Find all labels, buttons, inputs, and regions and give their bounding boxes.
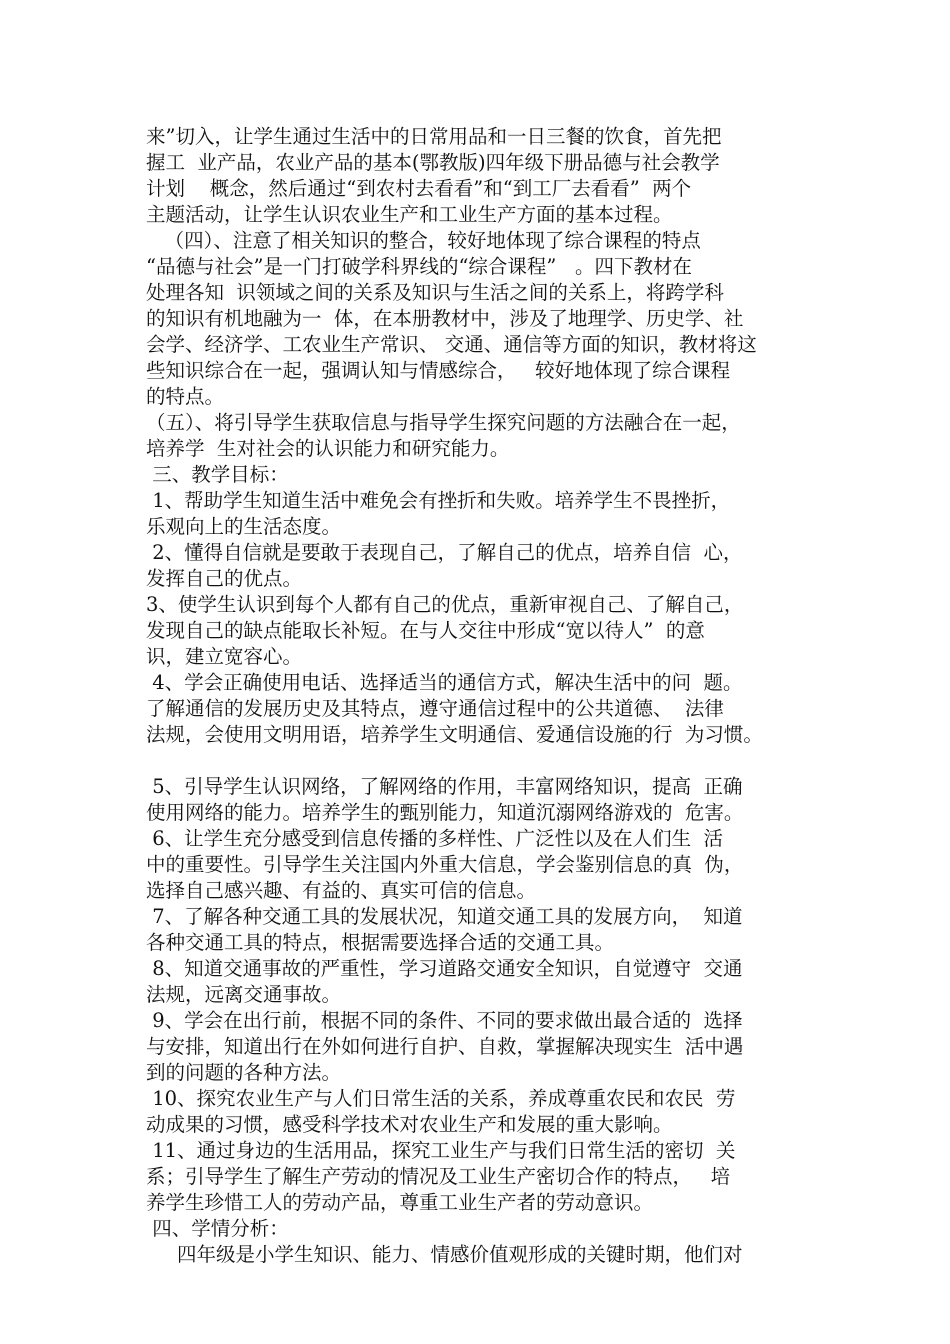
text-line: 与安排，知道出行在外如何进行自护、自救，掌握解决现实生 活中遇	[146, 1035, 744, 1058]
text-line: （四）、注意了相关知识的整合，较好地体现了综合课程的特点	[146, 229, 701, 252]
text-line: 到的问题的各种方法。	[146, 1061, 342, 1084]
blank-line	[146, 748, 826, 774]
text-line: 三、教学目标：	[146, 463, 289, 486]
text-line: 乐观向上的生活态度。	[146, 515, 342, 538]
text-line: 7、了解各种交通工具的发展状况，知道交通工具的发展方向， 知道	[146, 905, 743, 928]
text-line: 9、学会在出行前，根据不同的条件、不同的要求做出最合适的 选择	[146, 1009, 743, 1032]
text-line: 中的重要性。引导学生关注国内外重大信息，学会鉴别信息的真 伪，	[146, 853, 744, 876]
text-line: 10、探究农业生产与人们日常生活的关系，养成尊重农民和农民 劳	[146, 1087, 736, 1110]
text-line: 5、引导学生认识网络，了解网络的作用，丰富网络知识，提高 正确	[146, 775, 743, 798]
text-line: 选择自己感兴趣、有益的、真实可信的信息。	[146, 879, 537, 902]
text-line: 会学、经济学、工农业生产常识、 交通、通信等方面的知识，教材将这	[146, 333, 757, 356]
text-line: 的特点。	[146, 385, 225, 408]
text-line: 发挥自己的优点。	[146, 567, 303, 590]
text-line: 四、学情分析：	[146, 1217, 289, 1240]
text-line: 握工 业产品，农业产品的基本(鄂教版)四年级下册品德与社会教学	[146, 151, 720, 174]
text-line: 发现自己的缺点能取长补短。在与人交往中形成“宽以待人” 的意	[146, 619, 705, 642]
text-line: 了解通信的发展历史及其特点，遵守通信过程中的公共道德、 法律	[146, 697, 724, 720]
text-line: 的知识有机地融为一 体，在本册教材中，涉及了地理学、历史学、社	[146, 307, 744, 330]
text-line: 系；引导学生了解生产劳动的情况及工业生产密切合作的特点， 培	[146, 1165, 731, 1188]
text-line: “品德与社会”是一门打破学科界线的“综合课程” 。四下教材在	[146, 255, 692, 278]
text-line: 1、帮助学生知道生活中难免会有挫折和失败。培养学生不畏挫折，	[146, 489, 731, 512]
text-line: 使用网络的能力。培养学生的甄别能力，知道沉溺网络游戏的 危害。	[146, 801, 744, 824]
text-line: 动成果的习惯，感受科学技术对农业生产和发展的重大影响。	[146, 1113, 673, 1136]
text-line: 来”切入，让学生通过生活中的日常用品和一日三餐的饮食，首先把	[146, 125, 722, 148]
text-line: 四年级是小学生知识、能力、情感价值观形成的关键时期，他们对	[146, 1243, 743, 1266]
text-line: 培养学 生对社会的认识能力和研究能力。	[146, 437, 510, 460]
text-line: 主题活动，让学生认识农业生产和工业生产方面的基本过程。	[146, 203, 673, 226]
text-line: 处理各知 识领域之间的关系及知识与生活之间的关系上，将跨学科	[146, 281, 724, 304]
text-line: 计划 概念，然后通过“到农村去看看”和“到工厂去看看” 两个	[146, 177, 692, 200]
text-line: 法规，远离交通事故。	[146, 983, 342, 1006]
text-line: 法规，会使用文明用语，培养学生文明通信、爱通信设施的行 为习惯。	[146, 723, 763, 746]
text-line: 各种交通工具的特点，根据需要选择合适的交通工具。	[146, 931, 615, 954]
text-line: 11、通过身边的生活用品，探究工业生产与我们日常生活的密切 关	[146, 1139, 736, 1162]
body-text	[146, 124, 826, 1268]
text-line: 4、学会正确使用电话、选择适当的通信方式，解决生活中的问 题。	[146, 671, 743, 694]
text-line: 3、使学生认识到每个人都有自己的优点，重新审视自己、了解自己，	[146, 593, 744, 616]
text-line: 养学生珍惜工人的劳动产品，尊重工业生产者的劳动意识。	[146, 1191, 654, 1214]
text-line: 些知识综合在一起，强调认知与情感综合， 较好地体现了综合课程	[146, 359, 731, 382]
text-line: 识，建立宽容心。	[146, 645, 303, 668]
text-line: 8、知道交通事故的严重性，学习道路交通安全知识，自觉遵守 交通	[146, 957, 743, 980]
text-line: 6、让学生充分感受到信息传播的多样性、广泛性以及在人们生 活	[146, 827, 724, 850]
text-line: 2、懂得自信就是要敢于表现自己，了解自己的优点，培养自信 心，	[146, 541, 743, 564]
text-line: （五）、将引导学生获取信息与指导学生探究问题的方法融合在一起，	[146, 411, 741, 434]
